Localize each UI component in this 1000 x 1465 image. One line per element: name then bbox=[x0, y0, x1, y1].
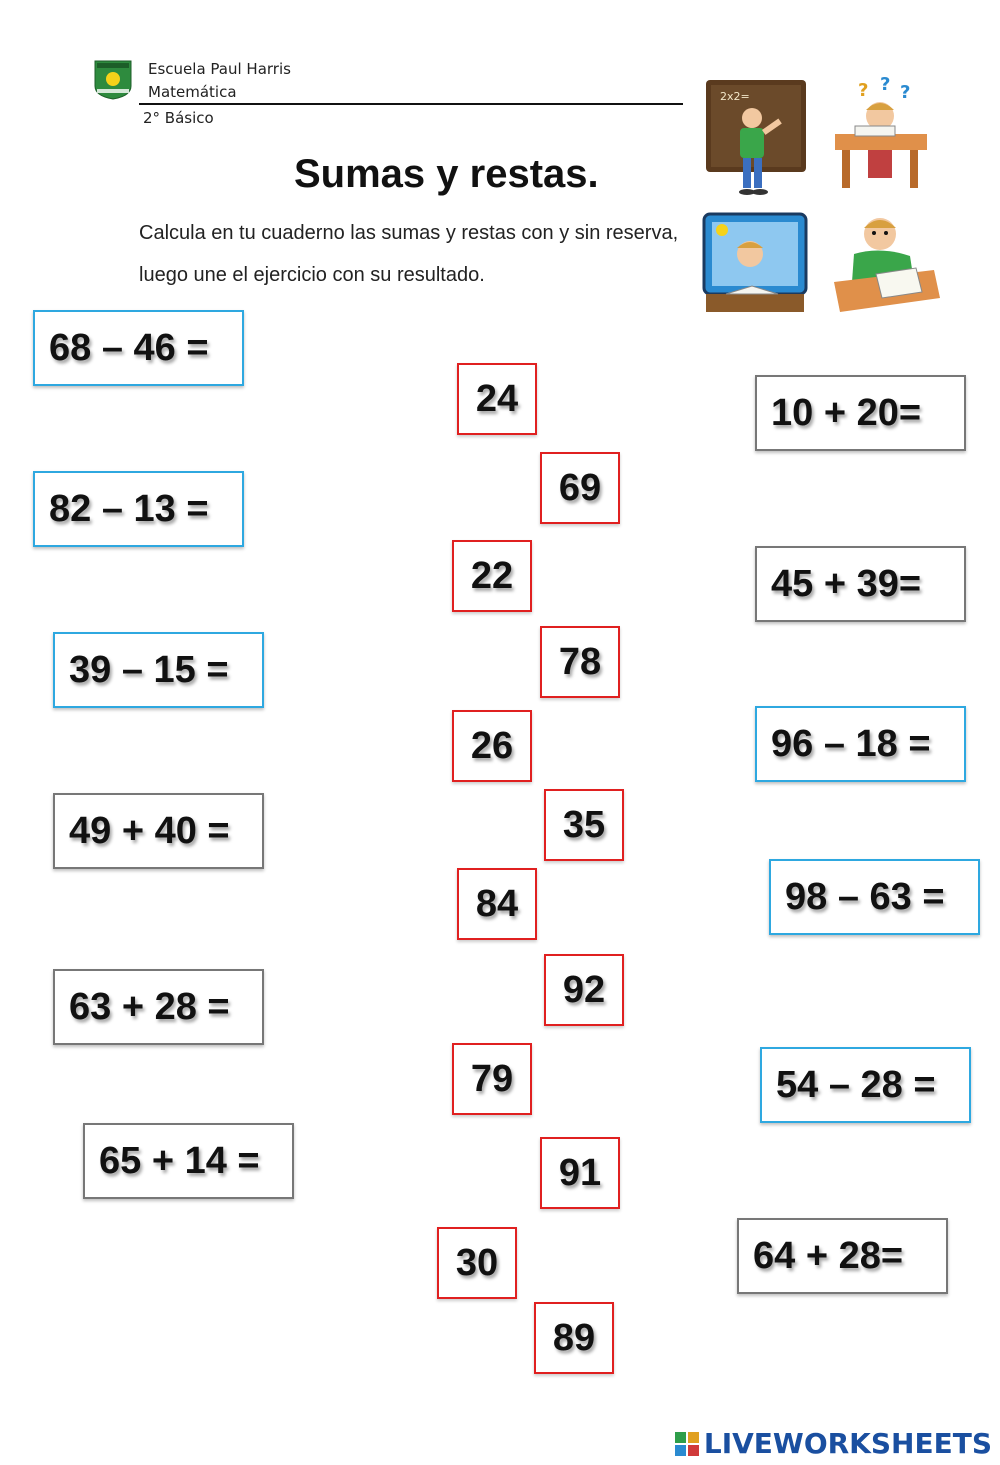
operation-text: 64 + 28= bbox=[753, 1234, 904, 1277]
header-divider bbox=[139, 103, 683, 105]
operation-left-5 bbox=[53, 969, 264, 1045]
operation-text: 98 – 63 = bbox=[785, 875, 945, 918]
svg-text:2x2=: 2x2= bbox=[720, 90, 750, 103]
operation-right-2 bbox=[755, 546, 966, 622]
student-by-window-illustration bbox=[702, 212, 808, 318]
operation-text: 96 – 18 = bbox=[771, 722, 931, 765]
operation-text: 39 – 15 = bbox=[69, 648, 229, 691]
answer-box-84[interactable]: 84 bbox=[457, 868, 537, 940]
operation-right-4 bbox=[769, 859, 980, 935]
grade-level: 2° Básico bbox=[143, 109, 214, 127]
school-name: Escuela Paul Harris bbox=[148, 60, 291, 78]
operation-text: 63 + 28 = bbox=[69, 985, 230, 1028]
answer-box-92[interactable]: 92 bbox=[544, 954, 624, 1026]
confused-student-illustration bbox=[830, 76, 930, 194]
answer-box-78[interactable]: 78 bbox=[540, 626, 620, 698]
answer-box-22[interactable]: 22 bbox=[452, 540, 532, 612]
answer-box-24[interactable]: 24 bbox=[457, 363, 537, 435]
student-writing-illustration bbox=[830, 208, 944, 320]
answer-box-79[interactable]: 79 bbox=[452, 1043, 532, 1115]
svg-text:?: ? bbox=[858, 80, 869, 101]
subject-name: Matemática bbox=[148, 83, 237, 101]
answer-box-69[interactable]: 69 bbox=[540, 452, 620, 524]
answer-box-30[interactable]: 30 bbox=[437, 1227, 517, 1299]
operation-left-2 bbox=[33, 471, 244, 547]
operation-text: 45 + 39= bbox=[771, 562, 922, 605]
operation-left-4 bbox=[53, 793, 264, 869]
operation-text: 68 – 46 = bbox=[49, 326, 209, 369]
answer-box-26[interactable]: 26 bbox=[452, 710, 532, 782]
brand-name: LIVEWORKSHEETS bbox=[703, 1427, 992, 1460]
page-title: Sumas y restas. bbox=[294, 152, 599, 196]
operation-left-6 bbox=[83, 1123, 294, 1199]
operation-text: 49 + 40 = bbox=[69, 809, 230, 852]
operation-right-6 bbox=[737, 1218, 948, 1294]
child-at-chalkboard-illustration bbox=[704, 76, 808, 200]
svg-text:?: ? bbox=[880, 76, 891, 95]
operation-right-1 bbox=[755, 375, 966, 451]
operation-right-5 bbox=[760, 1047, 971, 1123]
liveworksheets-brand[interactable] bbox=[674, 1427, 992, 1460]
answer-box-35[interactable]: 35 bbox=[544, 789, 624, 861]
instructions-text: Calcula en tu cuaderno las sumas y restas con y sin reserva, luego une el ejercicio con su resultado. bbox=[139, 222, 679, 286]
operation-left-3 bbox=[53, 632, 264, 708]
svg-text:?: ? bbox=[900, 82, 911, 103]
operation-left-1 bbox=[33, 310, 244, 386]
answer-box-91[interactable]: 91 bbox=[540, 1137, 620, 1209]
operation-text: 10 + 20= bbox=[771, 391, 922, 434]
answer-box-89[interactable]: 89 bbox=[534, 1302, 614, 1374]
school-logo bbox=[94, 60, 132, 100]
operation-text: 65 + 14 = bbox=[99, 1139, 260, 1182]
liveworksheets-logo-icon bbox=[674, 1431, 700, 1457]
operation-text: 54 – 28 = bbox=[776, 1063, 936, 1106]
operation-right-3 bbox=[755, 706, 966, 782]
operation-text: 82 – 13 = bbox=[49, 487, 209, 530]
